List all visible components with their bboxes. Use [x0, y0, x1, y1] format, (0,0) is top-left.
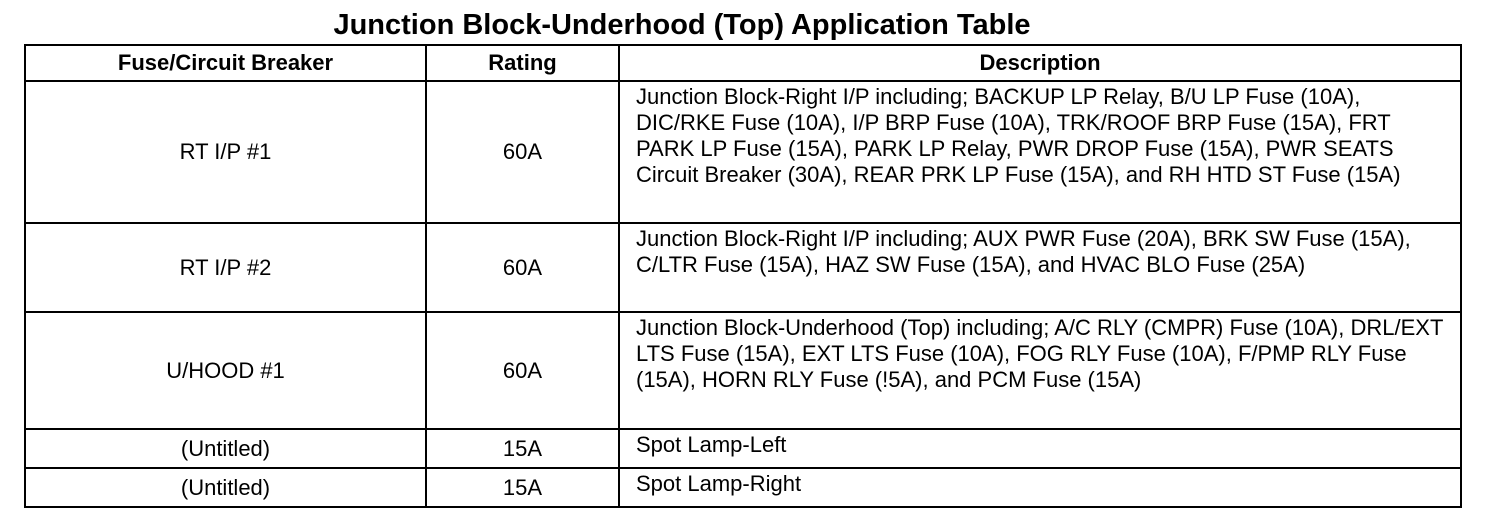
description-cell: Spot Lamp-Left [619, 429, 1461, 468]
header-row [25, 45, 1461, 81]
table-row [25, 312, 1461, 429]
header-fuse-circuit-breaker: Fuse/Circuit Breaker [25, 45, 426, 81]
header-description: Description [619, 45, 1461, 81]
table-row [25, 81, 1461, 223]
table-row [25, 429, 1461, 468]
table-title: Junction Block-Underhood (Top) Application Table [333, 9, 1031, 41]
description-cell: Junction Block-Right I/P including; AUX PWR Fuse (20A), BRK SW Fuse (15A), C/LTR Fuse (15A), HAZ SW Fuse (15A), and HVAC BLO Fuse (25A) [619, 223, 1461, 312]
rating-cell: 60A [426, 312, 619, 429]
rating-cell: 60A [426, 223, 619, 312]
fuse-cell: U/HOOD #1 [25, 312, 426, 429]
description-cell: Spot Lamp-Right [619, 468, 1461, 507]
table-row [25, 468, 1461, 507]
fuse-cell: (Untitled) [25, 468, 426, 507]
fuse-cell: RT I/P #2 [25, 223, 426, 312]
description-cell: Junction Block-Right I/P including; BACKUP LP Relay, B/U LP Fuse (10A), DIC/RKE Fuse (10A), I/P BRP Fuse (10A), TRK/ROOF BRP Fuse (15A), FRT PARK LP Fuse (15A), PARK LP Relay, PWR DROP Fuse (15A), PWR SEATS Circuit Breaker (30A), REAR PRK LP Fuse (15A), and RH HTD ST Fuse (15A) [619, 81, 1461, 223]
rating-cell: 15A [426, 429, 619, 468]
application-table [24, 44, 1462, 508]
rating-cell: 15A [426, 468, 619, 507]
header-rating: Rating [426, 45, 619, 81]
table-row [25, 223, 1461, 312]
description-cell: Junction Block-Underhood (Top) including; A/C RLY (CMPR) Fuse (10A), DRL/EXT LTS Fuse (15A), EXT LTS Fuse (10A), FOG RLY Fuse (10A), F/PMP RLY Fuse (15A), HORN RLY Fuse (!5A), and PCM Fuse (15A) [619, 312, 1461, 429]
fuse-cell: RT I/P #1 [25, 81, 426, 223]
fuse-cell: (Untitled) [25, 429, 426, 468]
rating-cell: 60A [426, 81, 619, 223]
